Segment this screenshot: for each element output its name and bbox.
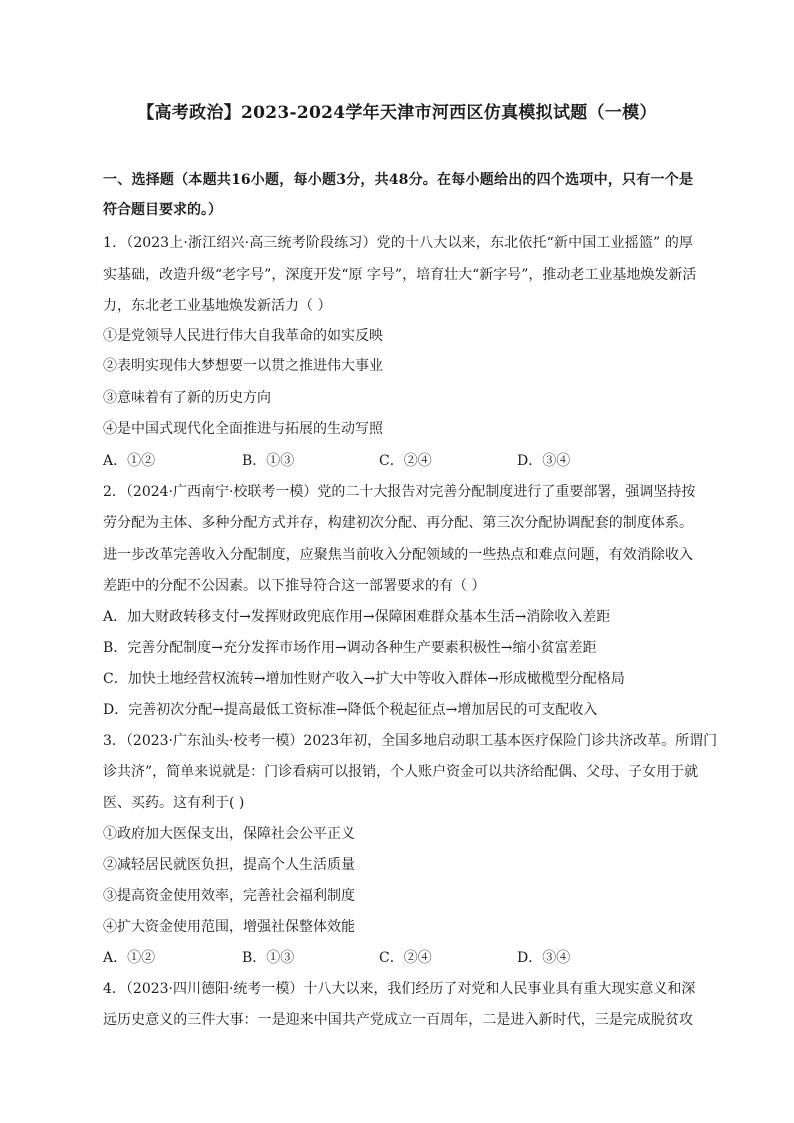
option-d: D．③④ [517, 950, 571, 966]
question-3-item: ①政府加大医保支出，保障社会公平正义 [103, 826, 355, 842]
question-3-item: ③提高资金使用效率，完善社会福利制度 [103, 888, 355, 904]
question-2-stem: 2．（2024·广西南宁·校联考一模）党的二十大报告对完善分配制度进行了重要部署，强调坚持按 [103, 484, 696, 500]
option-d: D．完善初次分配→提高最低工资标准→降低个税起征点→增加居民的可支配收入 [103, 702, 598, 718]
option-b: B．①③ [242, 453, 295, 469]
question-4-stem: 4．（2023·四川德阳·统考一模）十八大以来，我们经历了对党和人民事业具有重大现实意义和深 [103, 981, 696, 997]
question-1-stem: 1．（2023上·浙江绍兴·高三统考阶段练习）党的十八大以来，东北依托“新中国工业摇篮” 的厚 [103, 235, 693, 251]
option-a: A．①② [103, 453, 156, 469]
option-b: B．①③ [242, 950, 295, 966]
option-d: D．③④ [517, 453, 571, 469]
option-c: C．加快土地经营权流转→增加性财产收入→扩大中等收入群体→形成橄榄型分配格局 [103, 671, 625, 687]
question-1-options [103, 451, 693, 471]
option-b: B．完善分配制度→充分发挥市场作用→调动各种生产要素积极性→缩小贫富差距 [103, 640, 597, 656]
page-title: 【高考政治】2023-2024学年天津市河西区仿真模拟试题（一模） [137, 103, 657, 123]
question-3-stem: 诊共济”，简单来说就是：门诊看病可以报销，个人账户资金可以共济给配偶、父母、子女用于就 [103, 764, 699, 780]
question-3-stem: 医、买药。这有利于( ) [103, 795, 245, 811]
option-c: C．②④ [379, 950, 432, 966]
question-1-item: ③意味着有了新的历史方向 [103, 390, 271, 406]
section-heading: 一、选择题（本题共16小题，每小题3分，共48分。在每小题给出的四个选项中，只有一个是 [103, 172, 693, 188]
question-3-stem: 3．（2023·广东汕头·校考一模）2023年初，全国多地启动职工基本医疗保险门诊共济改革。所谓门 [103, 733, 718, 749]
question-3-item: ④扩大资金使用范围，增强社保整体效能 [103, 919, 355, 935]
question-1-stem: 力，东北老工业基地焕发新活力（ ） [103, 298, 332, 314]
option-a: A．加大财政转移支付→发挥财政兜底作用→保障困难群众基本生活→消除收入差距 [103, 609, 611, 625]
option-c: C．②④ [379, 453, 432, 469]
question-1-item: ④是中国式现代化全面推进与拓展的生动写照 [103, 421, 383, 437]
question-1-stem: 实基础，改造升级“老字号”，深度开发“原 字号”，培育壮大“新字号”，推动老工业基地焕发新活 [103, 267, 697, 283]
question-3-options [103, 948, 693, 968]
question-1-item: ②表明实现伟大梦想要一以贯之推进伟大事业 [103, 358, 383, 374]
question-4-stem: 远历史意义的三件大事：一是迎来中国共产党成立一百周年，二是进入新时代，三是完成脱贫攻 [103, 1012, 693, 1028]
option-a: A．①② [103, 950, 156, 966]
question-2-stem: 劳分配为主体、多种分配方式并存，构建初次分配、再分配、第三次分配协调配套的制度体系。 [103, 515, 693, 531]
question-2-stem: 进一步改革完善收入分配制度，应聚焦当前收入分配领域的一些热点和难点问题，有效消除收入 [103, 547, 693, 563]
question-2-stem: 差距中的分配不公因素。以下推导符合这一部署要求的有（ ） [103, 578, 486, 594]
question-1-item: ①是党领导人民进行伟大自我革命的如实反映 [103, 328, 383, 344]
question-3-item: ②减轻居民就医负担，提高个人生活质量 [103, 857, 355, 873]
section-heading-cont: 符合题目要求的。） [103, 202, 222, 218]
